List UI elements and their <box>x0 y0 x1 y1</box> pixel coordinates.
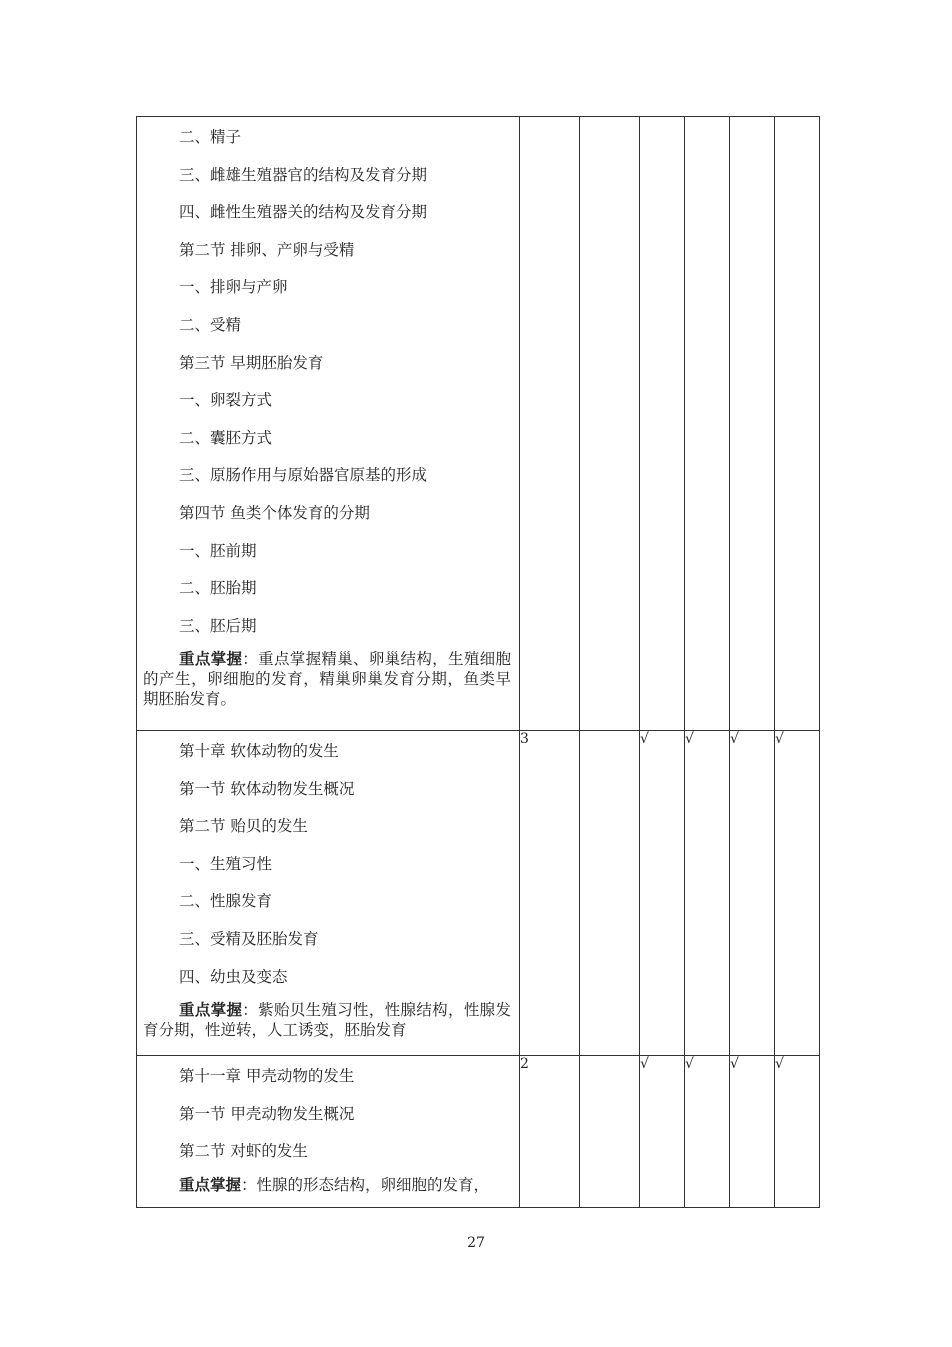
table-row <box>137 1056 820 1208</box>
outline-line: 二、精子 <box>179 128 242 146</box>
outline-line: 四、幼虫及变态 <box>179 967 288 986</box>
key-points-label: 重点掌握 <box>179 1174 242 1194</box>
table-row <box>137 731 820 1056</box>
outline-line: 第十章 软体动物的发生 <box>179 742 339 760</box>
outline-line: 第二节 贻贝的发生 <box>179 817 308 836</box>
hours-cell: 2 <box>520 1056 580 1208</box>
blank-cell <box>580 1056 640 1208</box>
table-row <box>137 117 820 731</box>
outline-line: 三、原肠作用与原始器官原基的形成 <box>179 466 428 485</box>
key-points-label: 重点掌握 <box>179 1000 243 1020</box>
check-cell <box>730 117 775 731</box>
key-points-text: ：性腺的形态结构，卵细胞的发育， <box>241 1175 490 1194</box>
key-points <box>143 1000 513 1042</box>
hours-cell: 3 <box>520 731 580 1056</box>
key-points <box>143 1175 513 1197</box>
check-cell: √ <box>685 731 730 1056</box>
check-cell: √ <box>730 731 775 1056</box>
outline-line: 四、雌性生殖器关的结构及发育分期 <box>179 203 428 222</box>
key-points-label: 重点掌握 <box>179 649 243 669</box>
outline-line: 一、生殖习性 <box>179 854 273 873</box>
outline-line: 一、胚前期 <box>179 541 257 560</box>
check-cell <box>775 117 820 731</box>
key-points <box>143 649 513 711</box>
check-cell: √ <box>775 1056 820 1208</box>
content-cell <box>137 1056 520 1208</box>
hours-cell <box>520 117 580 731</box>
outline-line: 第四节 鱼类个体发育的分期 <box>179 503 370 522</box>
outline-line: 一、排卵与产卵 <box>179 278 288 297</box>
outline-line: 一、卵裂方式 <box>179 391 273 410</box>
outline-line: 二、受精 <box>179 315 242 334</box>
blank-cell <box>580 117 640 731</box>
syllabus-body <box>137 117 820 1208</box>
check-cell: √ <box>640 731 685 1056</box>
check-cell: √ <box>775 731 820 1056</box>
content-cell <box>137 117 520 731</box>
syllabus-table <box>136 116 820 1208</box>
check-cell: √ <box>640 1056 685 1208</box>
outline-line: 三、雌雄生殖器官的结构及发育分期 <box>179 165 428 184</box>
outline-line: 第二节 排卵、产卵与受精 <box>179 240 355 259</box>
outline-line: 三、受精及胚胎发育 <box>179 929 319 948</box>
check-cell <box>685 117 730 731</box>
check-cell: √ <box>730 1056 775 1208</box>
content-cell <box>137 731 520 1056</box>
outline-line: 第二节 对虾的发生 <box>179 1142 308 1161</box>
outline-line: 二、性腺发育 <box>179 892 273 911</box>
outline-line: 第一节 软体动物发生概况 <box>179 779 355 798</box>
key-points-text: ：紫贻贝生殖习性，性腺结构，性腺发育分期，性逆转，人工诱变，胚胎发育 <box>143 1001 511 1040</box>
page-number: 27 <box>467 1235 485 1251</box>
check-cell <box>640 117 685 731</box>
outline-line: 三、胚后期 <box>179 616 257 635</box>
check-cell: √ <box>685 1056 730 1208</box>
outline-line: 第一节 甲壳动物发生概况 <box>179 1104 355 1123</box>
key-points-text: ：重点掌握精巢、卵巢结构，生殖细胞的产生，卵细胞的发育，精巢卵巢发育分期，鱼类早期胚胎发育。 <box>143 650 511 709</box>
outline-line: 第十一章 甲壳动物的发生 <box>179 1067 355 1085</box>
blank-cell <box>580 731 640 1056</box>
outline-line: 二、囊胚方式 <box>179 428 273 447</box>
outline-line: 第三节 早期胚胎发育 <box>179 353 324 372</box>
outline-line: 二、胚胎期 <box>179 579 257 598</box>
